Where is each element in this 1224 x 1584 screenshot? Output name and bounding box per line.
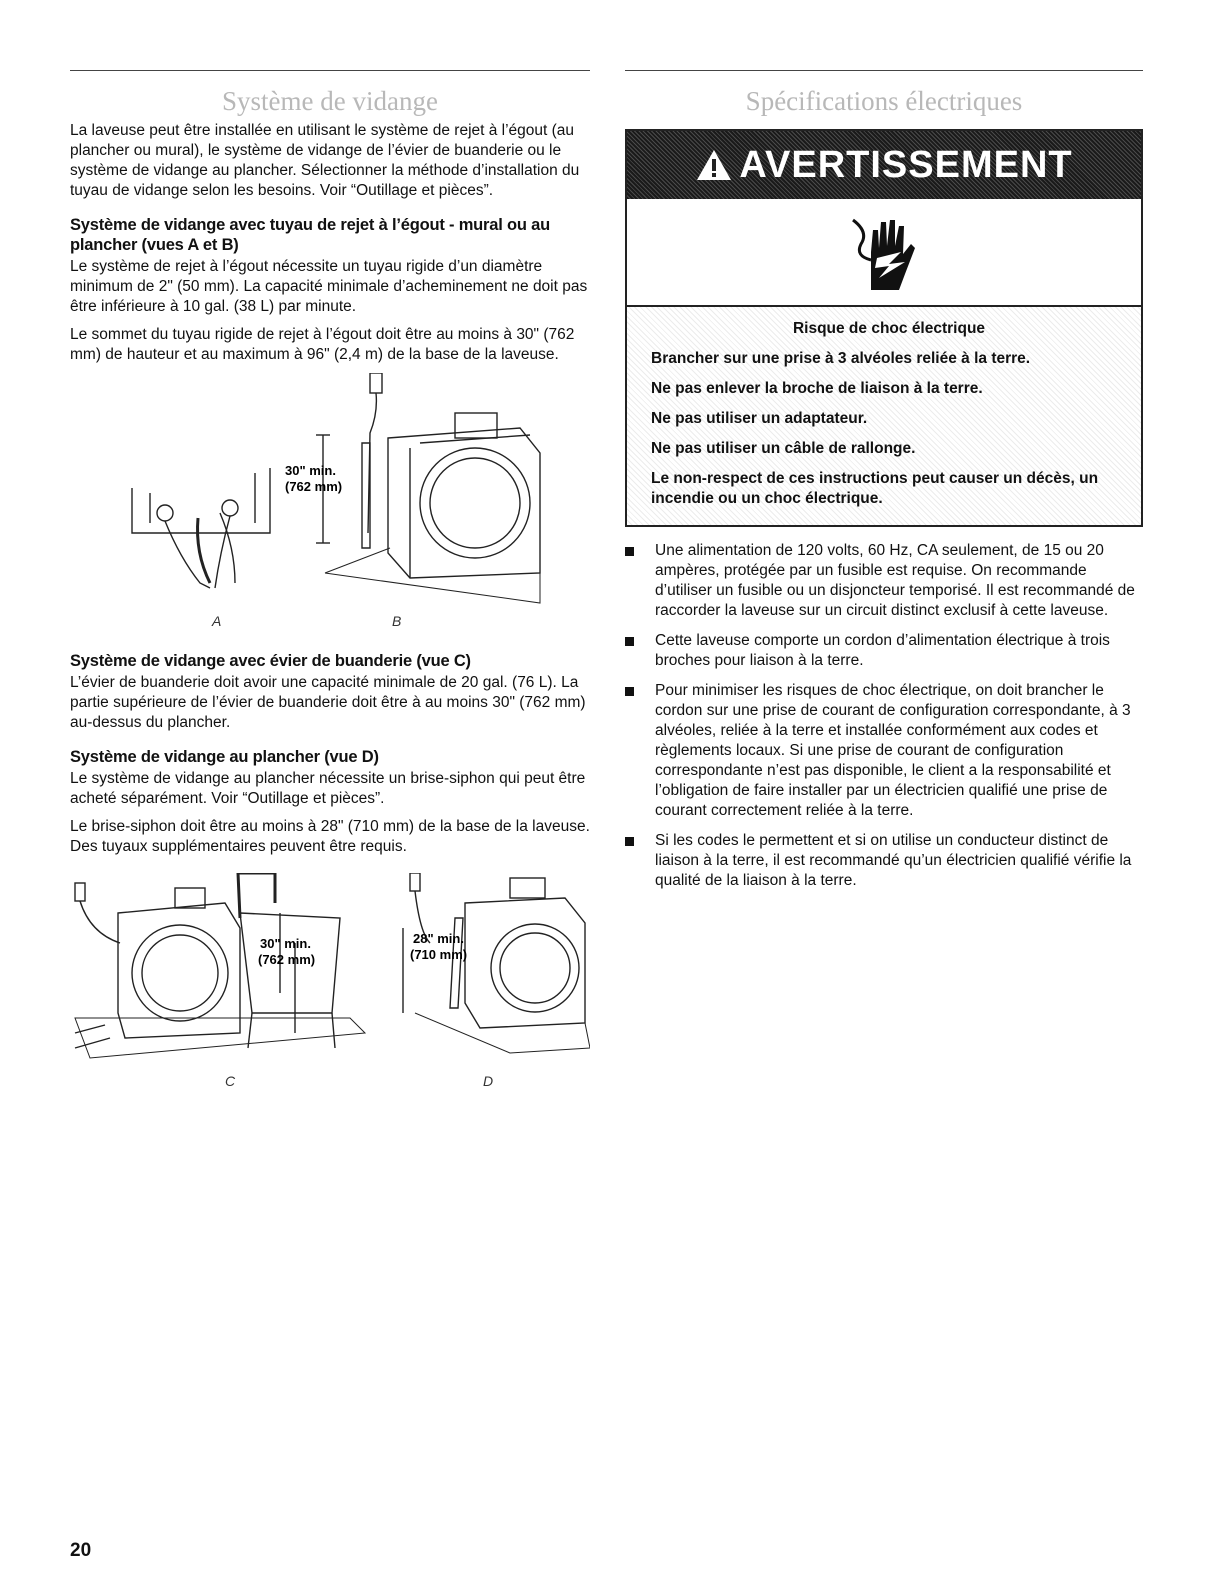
dim-d-line1: 28" min.	[413, 931, 464, 946]
electrical-requirements-list	[625, 541, 1143, 891]
warning-line: Le non-respect de ces instructions peut causer un décès, un incendie ou un choc électrique.	[651, 470, 1099, 507]
paragraph: Le brise-siphon doit être au moins à 28" (710 mm) de la base de la laveuse. Des tuyaux supplémentaires peuvent être requis.	[70, 818, 590, 855]
drain-diagram-ab	[70, 373, 590, 613]
figure-ab-labels	[70, 613, 590, 637]
warning-line: Ne pas utiliser un câble de rallonge.	[651, 440, 916, 457]
section-title-vidange: Système de vidange	[222, 86, 438, 116]
intro-paragraph: La laveuse peut être installée en utilisant le système de rejet à l’égout (au plancher ou mural), le système de vidange de l’évier de buanderie ou le système de vidange au plancher. Sélectionner la méthode d’installation du tuyau de vidange selon les besoins. Voir “Outillage et pièces”.	[70, 122, 580, 199]
list-item: Une alimentation de 120 volts, 60 Hz, CA seulement, de 15 ou 20 ampères, protégée par un fusible est requise. On recommande d’utiliser un fusible ou un disjoncteur temporisé. Il est recommandé de raccorder la laveuse sur un circuit distinct exclusif à cette laveuse.	[625, 541, 1143, 621]
warning-text	[627, 307, 1141, 525]
warning-banner	[627, 131, 1141, 199]
drain-diagram-cd	[70, 873, 590, 1073]
warning-line: Ne pas enlever la broche de liaison à la terre.	[651, 380, 983, 397]
paragraph: Le système de rejet à l’égout nécessite un tuyau rigide d’un diamètre minimum de 2" (50 mm). La capacité minimale d’acheminement ne doit pas être inférieure à 10 gal. (38 L) par minute.	[70, 258, 588, 315]
label-b: B	[392, 613, 402, 629]
dim-c-line1: 30" min.	[260, 936, 311, 951]
paragraph: Le système de vidange au plancher nécessite un brise-siphon qui peut être acheté séparément. Voir “Outillage et pièces”.	[70, 770, 586, 807]
label-a: A	[212, 613, 222, 629]
list-item: Pour minimiser les risques de choc électrique, on doit brancher le cordon sur une prise de courant de configuration correspondante, à 3 alvéoles, reliée à la terre et installée conformément aux codes et règlements locaux. Si une prise de courant de configuration correspondante n’est pas disponible, le client a la responsabilité et l’obligation de faire installer par un électricien qualifié une prise de courant correctement reliée à la terre.	[625, 681, 1143, 821]
warning-box	[625, 129, 1143, 527]
section-title-electrique: Spécifications électriques	[745, 86, 1023, 116]
dim-d-line2: (710 mm)	[410, 947, 468, 962]
label-d: D	[483, 1073, 494, 1089]
shock-icon-area	[627, 199, 1141, 307]
label-c: C	[225, 1073, 236, 1089]
list-item: Cette laveuse comporte un cordon d’alimentation électrique à trois broches pour liaison à la terre.	[625, 631, 1143, 671]
section-rule	[625, 70, 1143, 71]
right-column	[625, 70, 1143, 901]
figure-ab	[70, 373, 590, 613]
figure-cd-labels	[70, 1073, 590, 1097]
warning-risk: Risque de choc électrique	[792, 320, 986, 337]
section-rule	[70, 70, 590, 71]
warning-title: AVERTISSEMENT	[739, 143, 1073, 186]
warning-title-wrap	[695, 144, 1072, 187]
subheading-evier: Système de vidange avec évier de buanderie (vue C)	[70, 652, 471, 670]
dim-ab-line1: 30" min.	[285, 463, 336, 478]
paragraph: Le sommet du tuyau rigide de rejet à l’égout doit être au moins à 30" (762 mm) de hauteur et au maximum à 96" (2,4 m) de la base de la laveuse.	[70, 326, 575, 363]
warning-line: Ne pas utiliser un adaptateur.	[651, 410, 868, 427]
paragraph: L’évier de buanderie doit avoir une capacité minimale de 20 gal. (76 L). La partie supérieure de l’évier de buanderie doit être à au moins 30" (762 mm) au-dessus du plancher.	[70, 674, 586, 731]
list-item: Si les codes le permettent et si on utilise un conducteur distinct de liaison à la terre, il est recommandé qu’un électricien qualifié vérifie la qualité de la liaison à la terre.	[625, 831, 1143, 891]
dim-c-line2: (762 mm)	[258, 952, 316, 967]
subheading-plancher: Système de vidange au plancher (vue D)	[70, 748, 379, 766]
warning-triangle-icon	[695, 148, 733, 182]
figure-cd	[70, 873, 590, 1073]
page-number: 20	[70, 1540, 92, 1561]
warning-line: Brancher sur une prise à 3 alvéoles reliée à la terre.	[651, 350, 1031, 367]
electric-shock-hand-icon	[849, 212, 919, 292]
subheading-rejet-egout: Système de vidange avec tuyau de rejet à l’égout - mural ou au plancher (vues A et B)	[70, 216, 551, 254]
left-column	[70, 70, 590, 1097]
dim-ab-line2: (762 mm)	[285, 479, 343, 494]
